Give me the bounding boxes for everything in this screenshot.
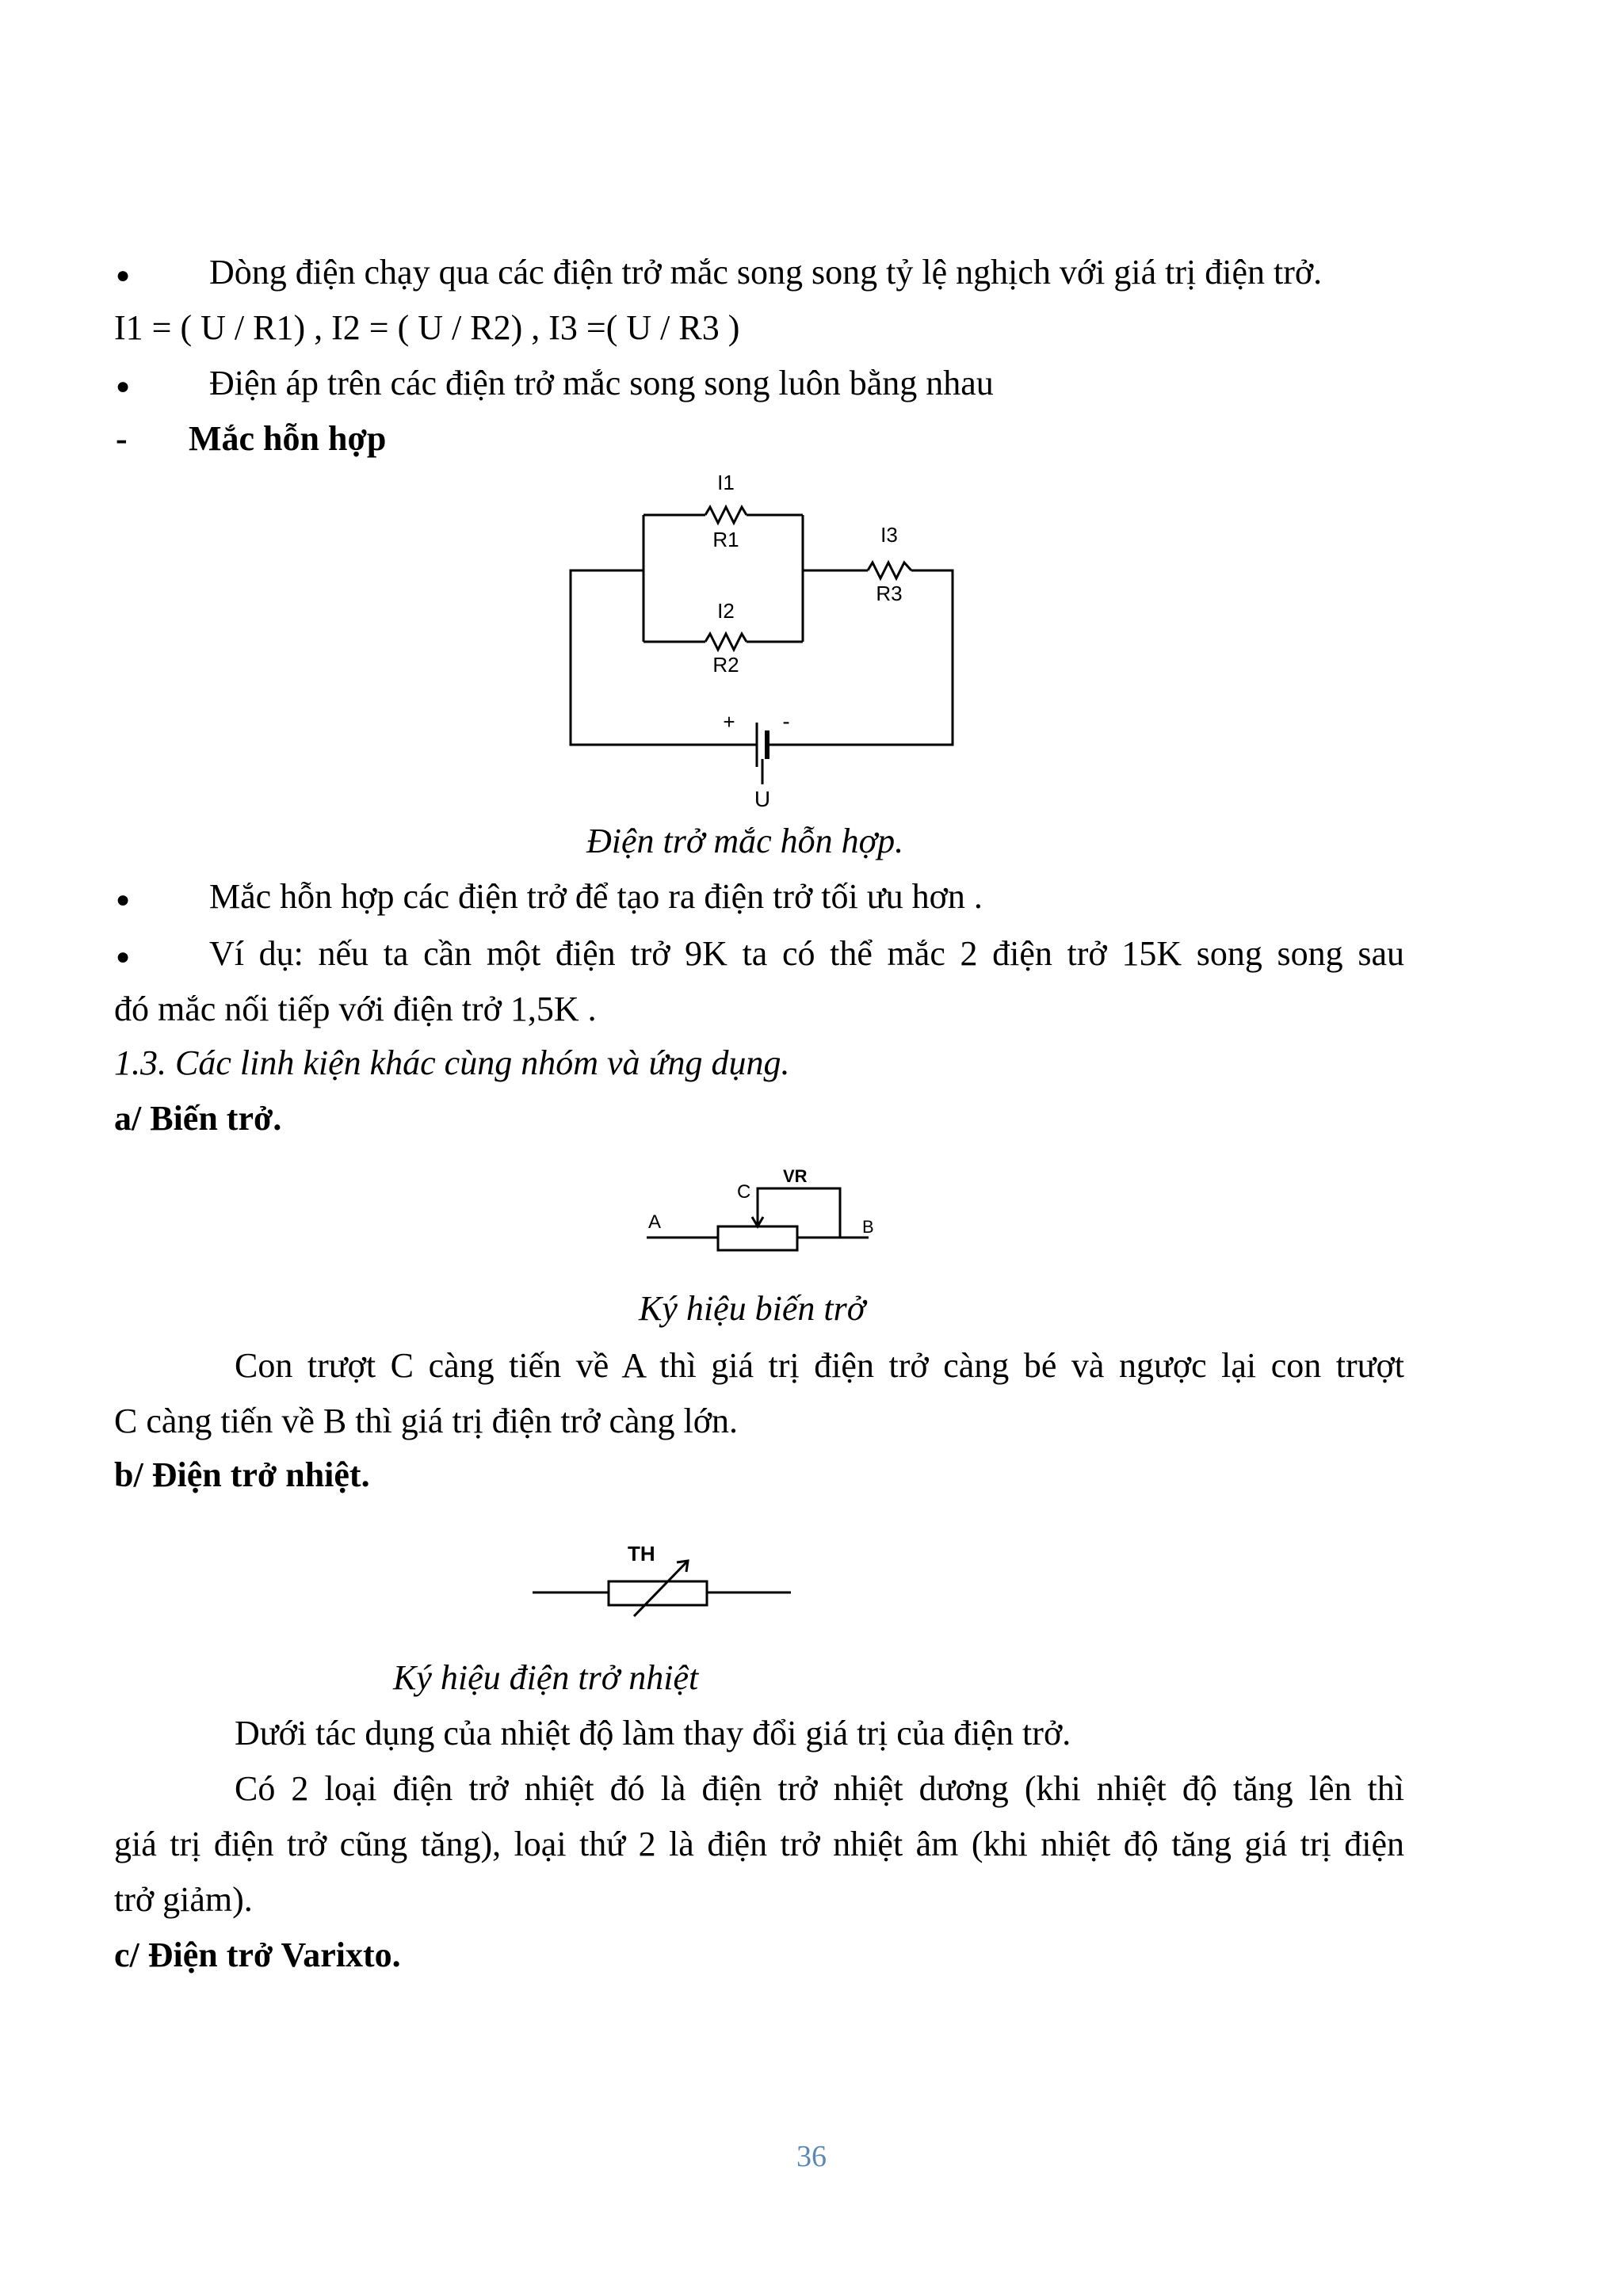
bullet-marker: ● (116, 944, 131, 970)
bullet-marker: ● (116, 373, 131, 399)
caption-mixed-circuit: Điện trở mắc hỗn hợp. (586, 822, 904, 860)
paragraph-thermistor-types-line2: giá trị điện trở cũng tăng), loại thứ 2 là điện trở nhiệt âm (khi nhiệt độ tăng giá trị điện (114, 1825, 1404, 1863)
paragraph-slider-line2: C càng tiến về B thì giá trị điện trở càng lớn. (114, 1402, 739, 1440)
bullet-marker: ● (116, 887, 131, 913)
page-number: 36 (796, 2140, 827, 2173)
paragraph-parallel-voltage: Điện áp trên các điện trở mắc song song luôn bằng nhau (209, 364, 994, 402)
label-u: U (754, 787, 771, 808)
paragraph-example-line1: Ví dụ: nếu ta cần một điện trở 9K ta có thể mắc 2 điện trở 15K song song sau (209, 934, 1404, 973)
heading-thermistor: b/ Điện trở nhiệt. (114, 1455, 370, 1494)
heading-variable-resistor: a/ Biến trở. (114, 1099, 282, 1138)
paragraph-thermistor-types-line3: trở giảm). (114, 1880, 253, 1919)
label-r2: R2 (712, 653, 739, 677)
label-i1: I1 (717, 471, 735, 494)
label-minus: - (782, 709, 790, 734)
paragraph-mixed-purpose: Mắc hỗn hợp các điện trở để tạo ra điện trở tối ưu hơn . (209, 877, 983, 916)
label-vr: VR (783, 1166, 808, 1186)
paragraph-parallel-current: Dòng điện chạy qua các điện trở mắc song song tỷ lệ nghịch với giá trị điện trở. (209, 253, 1323, 292)
bullet-marker: ● (116, 262, 131, 288)
section-1-3-title: 1.3. Các linh kiện khác cùng nhóm và ứng dụng. (114, 1043, 790, 1082)
label-b: B (862, 1217, 874, 1237)
mixed-circuit-diagram (555, 467, 967, 808)
paragraph-example-line2: đó mắc nối tiếp với điện trở 1,5K . (114, 990, 597, 1028)
paragraph-thermistor-effect: Dưới tác dụng của nhiệt độ làm thay đổi giá trị của điện trở. (235, 1714, 1071, 1753)
label-i2: I2 (717, 599, 735, 623)
heading-dash: - (116, 419, 128, 458)
label-r1: R1 (712, 528, 739, 551)
heading-mixed-connection: Mắc hỗn hợp (189, 419, 387, 458)
current-formula: I1 = ( U / R1) , I2 = ( U / R2) , I3 =( U / R3 ) (114, 308, 740, 347)
paragraph-slider-line1: Con trượt C càng tiến về A thì giá trị điện trở càng bé và ngược lại con trượt (235, 1346, 1404, 1385)
variable-resistor-symbol (631, 1157, 892, 1268)
label-a: A (648, 1211, 662, 1233)
label-th: TH (628, 1542, 655, 1566)
paragraph-thermistor-types-line1: Có 2 loại điện trở nhiệt đó là điện trở nhiệt dương (khi nhiệt độ tăng lên thì (235, 1769, 1404, 1808)
label-i3: I3 (880, 523, 898, 547)
heading-varistor: c/ Điện trở Varixto. (114, 1936, 401, 1974)
label-r3: R3 (876, 582, 903, 605)
thermistor-symbol (529, 1524, 799, 1627)
label-plus: + (723, 710, 735, 734)
label-c: C (737, 1181, 751, 1203)
caption-variable-resistor: Ký hiệu biến trở (639, 1289, 866, 1328)
caption-thermistor: Ký hiệu điện trở nhiệt (393, 1658, 699, 1697)
